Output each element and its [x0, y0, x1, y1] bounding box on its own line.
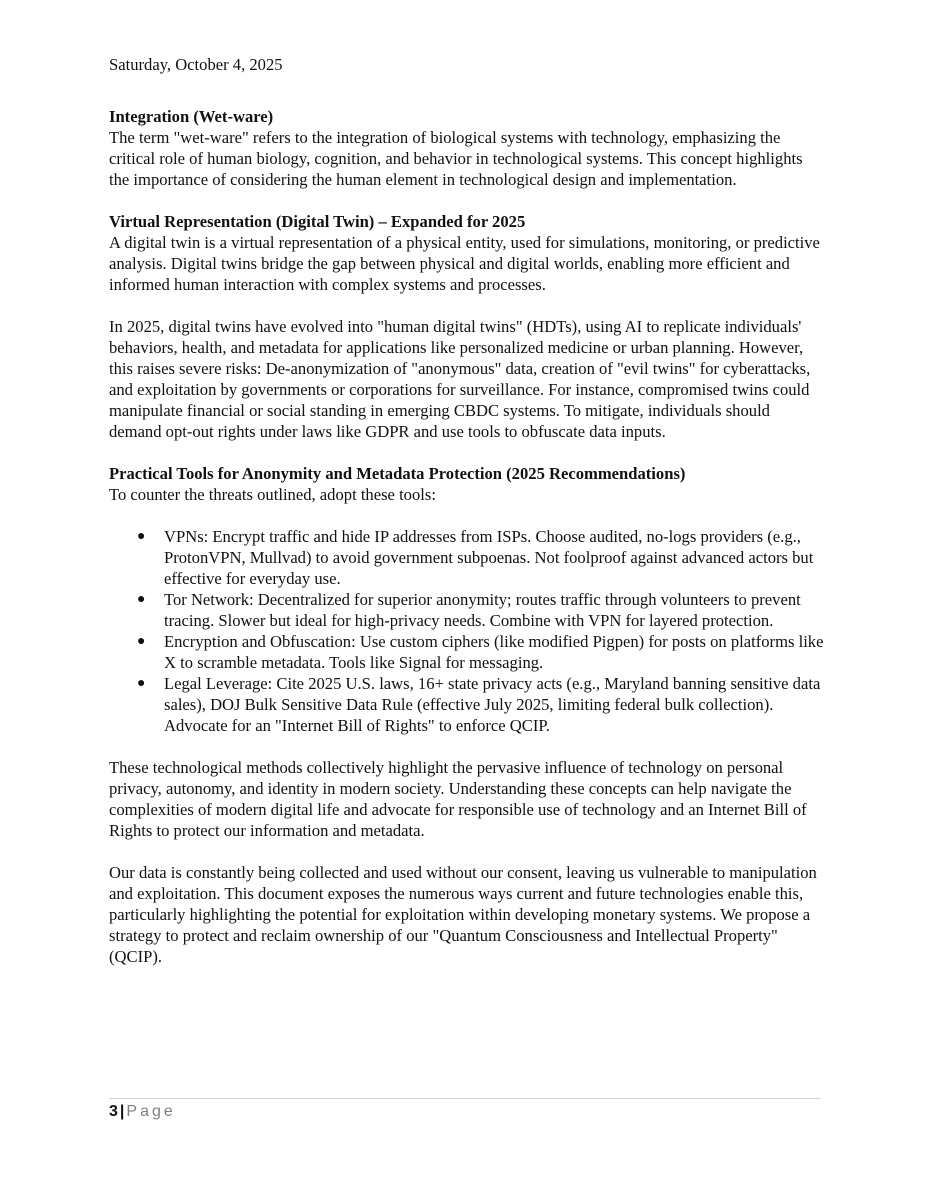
list-item-text: Legal Leverage: Cite 2025 U.S. laws, 16+ state privacy acts (e.g., Maryland banning sensitive data sales), DOJ Bulk Sensitive Data Rule (effective July 2025, limiting federal bulk collection). Advocate for an "Internet Bill of Rights" to enforce QCIP.: [164, 674, 821, 735]
list-item: [109, 589, 825, 631]
section-paragraph: The term "wet-ware" refers to the integration of biological systems with technology, emphasizing the critical role of human biology, cognition, and behavior in technological systems. This concept highlights the importance of considering the human element in technological design and implementation.: [109, 128, 803, 189]
bullet-icon: ●: [137, 676, 146, 691]
section-digital-twin: [109, 211, 825, 442]
tools-bullet-list: [109, 526, 825, 736]
section-paragraph: A digital twin is a virtual representation of a physical entity, used for simulations, monitoring, or predictive analysis. Digital twins bridge the gap between physical and digital worlds, enabling more efficient and informed human interaction with complex systems and processes.: [109, 233, 820, 294]
bullet-icon: ●: [137, 592, 146, 607]
list-item: [109, 526, 825, 589]
list-item-text: VPNs: Encrypt traffic and hide IP addresses from ISPs. Choose audited, no-logs providers (e.g., ProtonVPN, Mullvad) to avoid government subpoenas. Not foolproof against advanced actors but effective for everyday use.: [164, 527, 814, 588]
bullet-icon: ●: [137, 529, 146, 544]
section-intro: To counter the threats outlined, adopt these tools:: [109, 485, 436, 504]
page-footer: [109, 1098, 820, 1122]
section-wetware: [109, 106, 825, 190]
section-heading: Integration (Wet-ware): [109, 107, 274, 126]
section-heading: Practical Tools for Anonymity and Metadata Protection (2025 Recommendations): [109, 464, 686, 483]
page-number: 3: [109, 1103, 118, 1120]
section-tools: [109, 463, 825, 736]
closing-paragraph: These technological methods collectively highlight the pervasive influence of technology on personal privacy, autonomy, and identity in modern society. Understanding these concepts can help navigate the complexities of modern digital life and advocate for responsible use of technology and an Internet Bill of Rights to protect our information and metadata.: [109, 758, 807, 840]
section-paragraph: In 2025, digital twins have evolved into "human digital twins" (HDTs), using AI to replicate individuals' behaviors, health, and metadata for applications like personalized medicine or urban planning. However, this raises severe risks: De-anonymization of "anonymous" data, creation of "evil twins" for cyberattacks, and exploitation by governments or corporations for surveillance. For instance, compromised twins could manipulate financial or social standing in emerging CBDC systems. To mitigate, individuals should demand opt-out rights under laws like GDPR and use tools to obfuscate data inputs.: [109, 317, 811, 441]
list-item: [109, 673, 825, 736]
section-heading: Virtual Representation (Digital Twin) – Expanded for 2025: [109, 212, 526, 231]
page-content: [109, 54, 825, 967]
list-item-text: Tor Network: Decentralized for superior anonymity; routes traffic through volunteers to prevent tracing. Slower but ideal for high-privacy needs. Combine with VPN for layered protection.: [164, 590, 801, 630]
closing-paragraph: Our data is constantly being collected and used without our consent, leaving us vulnerable to manipulation and exploitation. This document exposes the numerous ways current and future technologies enable this, particularly highlighting the potential for exploitation within developing monetary systems. We propose a strategy to protect and reclaim ownership of our "Quantum Consciousness and Intellectual Property" (QCIP).: [109, 863, 817, 966]
bullet-icon: ●: [137, 634, 146, 649]
list-item-text: Encryption and Obfuscation: Use custom ciphers (like modified Pigpen) for posts on platforms like X to scramble metadata. Tools like Signal for messaging.: [164, 632, 824, 672]
page-label: Page: [126, 1103, 176, 1120]
list-item: [109, 631, 825, 673]
document-date: Saturday, October 4, 2025: [109, 55, 283, 74]
footer-separator: |: [119, 1103, 125, 1120]
